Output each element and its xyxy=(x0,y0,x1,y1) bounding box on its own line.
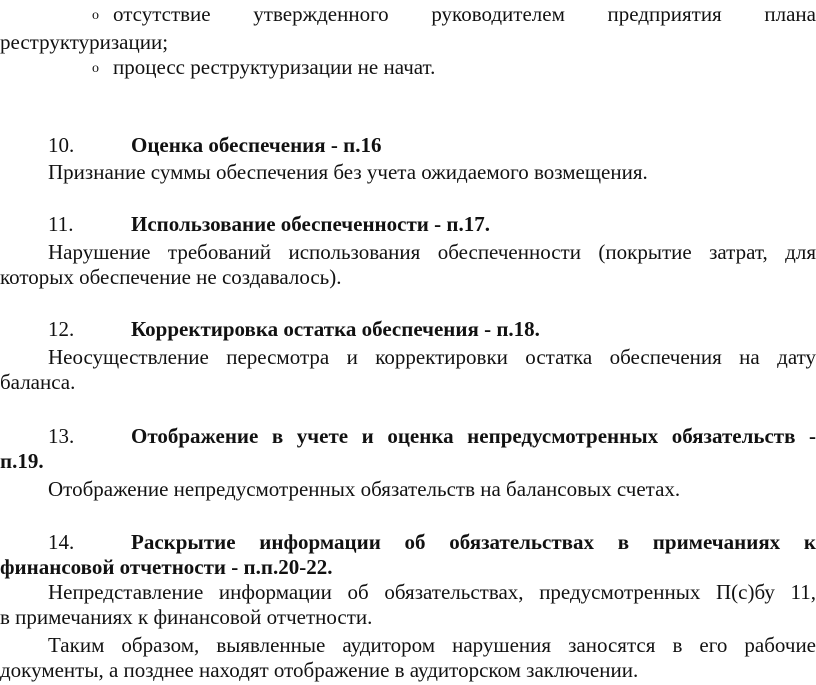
section-body: Неосуществление пересмотра и корректировки остатка обеспечения на дату xyxy=(48,345,816,369)
section-body: Непредставление информации об обязательствах, предусмотренных П(с)бу 11, xyxy=(48,580,816,604)
section-title: Оценка обеспечения - п.16 xyxy=(131,133,382,157)
section-body: которых обеспечение не создавалось). xyxy=(0,265,342,289)
section-title: Использование обеспеченности - п.17. xyxy=(131,212,490,236)
section-title: Раскрытие информации об обязательствах в примечаниях к xyxy=(131,530,816,554)
bullet-text: отсутствие утвержденного руководителем предприятия плана xyxy=(113,2,816,26)
section-title-continuation: п.19. xyxy=(0,449,44,473)
section-body: в примечаниях к финансовой отчетности. xyxy=(0,605,373,629)
conclusion-paragraph: документы, а позднее находят отображение в аудиторском заключении. xyxy=(0,658,639,682)
conclusion-paragraph: Таким образом, выявленные аудитором нарушения заносятся в его рабочие xyxy=(48,633,816,657)
bullet-marker: o xyxy=(92,61,99,76)
bullet-continuation: реструктуризации; xyxy=(0,30,169,54)
section-number: 13. xyxy=(48,424,75,448)
section-body: Признание суммы обеспечения без учета ожидаемого возмещения. xyxy=(48,160,648,184)
section-number: 11. xyxy=(48,212,74,236)
bullet-text: процесс реструктуризации не начат. xyxy=(113,55,436,79)
section-title: Отображение в учете и оценка непредусмотренных обязательств - xyxy=(131,424,816,448)
section-body: баланса. xyxy=(0,370,76,394)
section-title-continuation: финансовой отчетности - п.п.20-22. xyxy=(0,555,333,579)
section-number: 10. xyxy=(48,133,75,157)
bullet-marker: o xyxy=(92,8,99,23)
section-body: Нарушение требований использования обеспеченности (покрытие затрат, для xyxy=(48,240,816,264)
section-number: 12. xyxy=(48,317,75,341)
section-body: Отображение непредусмотренных обязательств на балансовых счетах. xyxy=(48,477,681,501)
section-title: Корректировка остатка обеспечения - п.18. xyxy=(131,317,540,341)
section-number: 14. xyxy=(48,530,75,554)
